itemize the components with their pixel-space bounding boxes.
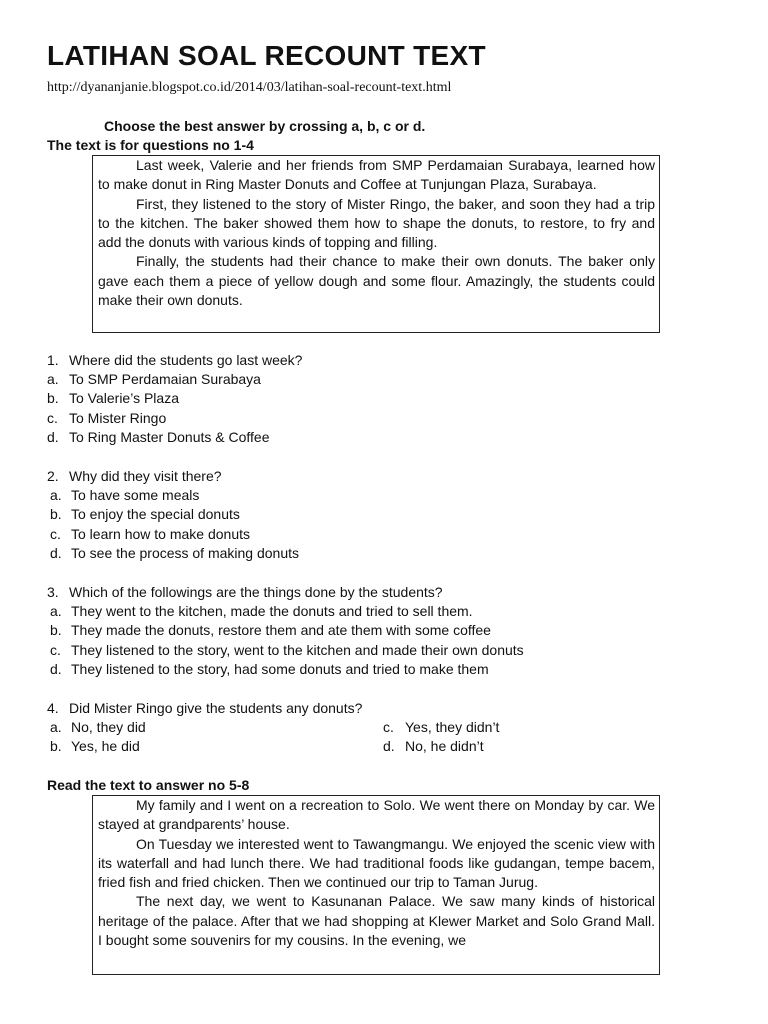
reading-paragraph: First, they listened to the story of Mister Ringo, the baker, and soon they had a trip to the kitchen. The baker showed them how to shape the donuts, to restore, to fry and add the donuts with various kinds of topping and filling. (98, 195, 655, 251)
question-text: Why did they visit there? (69, 468, 222, 484)
option-text: They listened to the story, went to the kitchen and made their own donuts (71, 641, 524, 658)
answer-option[interactable] (47, 718, 383, 737)
option-text: They listened to the story, had some donuts and tried to make them (71, 660, 489, 677)
option-letter: b. (50, 506, 62, 523)
question-number: 1. (47, 352, 59, 368)
option-letter: d. (383, 738, 395, 755)
question-4 (47, 699, 499, 757)
reading-paragraph: My family and I went on a recreation to Solo. We went there on Monday by car. We stayed at grandparents’ house. (98, 797, 655, 833)
option-text: To Mister Ringo (69, 409, 167, 426)
question-text: Where did the students go last week? (69, 352, 303, 368)
question-text: Which of the followings are the things done by the students? (69, 584, 443, 600)
reading-paragraph: Last week, Valerie and her friends from SMP Perdamaian Surabaya, learned how to make donut in Ring Master Donuts and Coffee at Tunjungan Plaza, Surabaya. (98, 157, 655, 193)
section2-label: Read the text to answer no 5-8 (47, 777, 250, 793)
question-number: 4. (47, 700, 59, 716)
option-letter: a. (47, 371, 59, 388)
option-letter: a. (50, 603, 62, 620)
reading-text-2 (92, 795, 660, 975)
reading-paragraph: Finally, the students had their chance to make their own donuts. The baker only gave each them a piece of yellow dough and some flour. Amazingly, the students could make their own donuts. (98, 253, 655, 309)
source-url[interactable]: http://dyananjanie.blogspot.co.id/2014/03/latihan-soal-recount-text.html (47, 80, 452, 95)
question-3 (47, 583, 524, 679)
section1-label: The text is for questions no 1-4 (47, 137, 254, 153)
option-letter: c. (50, 641, 61, 658)
answer-option[interactable] (47, 621, 524, 640)
option-letter: b. (50, 738, 62, 755)
option-text: Yes, he did (71, 738, 140, 755)
option-text: To Ring Master Donuts & Coffee (69, 428, 270, 445)
page-title: LATIHAN SOAL RECOUNT TEXT (47, 40, 486, 71)
reading-text-1 (92, 155, 660, 333)
question-number: 3. (47, 584, 59, 600)
answer-option[interactable] (383, 718, 499, 737)
option-text: They went to the kitchen, made the donuts and tried to sell them. (71, 603, 473, 620)
option-letter: c. (383, 719, 394, 736)
option-text: To learn how to make donuts (71, 525, 250, 542)
option-letter: a. (50, 487, 62, 504)
reading-paragraph: The next day, we went to Kasunanan Palace. We saw many kinds of historical heritage of the palace. After that we had shopping at Klewer Market and Solo Grand Mall. I bought some souvenirs for my cousins. In the evening, we (98, 893, 655, 949)
option-letter: c. (47, 409, 58, 426)
option-letter: d. (50, 544, 62, 561)
answer-option[interactable] (47, 428, 302, 447)
option-text: To see the process of making donuts (71, 544, 300, 561)
answer-option[interactable] (47, 641, 524, 660)
answer-option[interactable] (383, 737, 499, 756)
answer-option[interactable] (47, 486, 299, 505)
option-text: To Valerie’s Plaza (69, 390, 179, 407)
option-text: No, he didn’t (405, 738, 484, 755)
question-text: Did Mister Ringo give the students any donuts? (69, 700, 363, 716)
option-text: To enjoy the special donuts (71, 506, 240, 523)
option-letter: a. (50, 719, 62, 736)
answer-option[interactable] (47, 389, 302, 408)
question-number: 2. (47, 468, 59, 484)
answer-option[interactable] (47, 370, 302, 389)
answer-option[interactable] (47, 525, 299, 544)
answer-option[interactable] (47, 544, 299, 563)
option-text: No, they did (71, 719, 146, 736)
question-2 (47, 467, 299, 563)
answer-option[interactable] (47, 409, 302, 428)
option-text: To SMP Perdamaian Surabaya (69, 371, 261, 388)
option-letter: b. (47, 390, 59, 407)
option-text: They made the donuts, restore them and ate them with some coffee (71, 622, 491, 639)
answer-option[interactable] (47, 737, 383, 756)
option-text: Yes, they didn’t (405, 719, 500, 736)
option-letter: d. (50, 660, 62, 677)
option-letter: c. (50, 525, 61, 542)
answer-option[interactable] (47, 602, 524, 621)
answer-option[interactable] (47, 505, 299, 524)
answer-option[interactable] (47, 660, 524, 679)
instruction: Choose the best answer by crossing a, b, c or d. (104, 118, 426, 134)
option-text: To have some meals (71, 487, 200, 504)
reading-paragraph: On Tuesday we interested went to Tawangmangu. We enjoyed the scenic view with its waterfall and had lunch there. We had traditional foods like gudangan, tempe bacem, fried fish and fried chicken. Then we continued our trip to Taman Jurug. (98, 835, 655, 891)
option-letter: b. (50, 622, 62, 639)
option-letter: d. (47, 428, 59, 445)
question-1 (47, 351, 302, 447)
